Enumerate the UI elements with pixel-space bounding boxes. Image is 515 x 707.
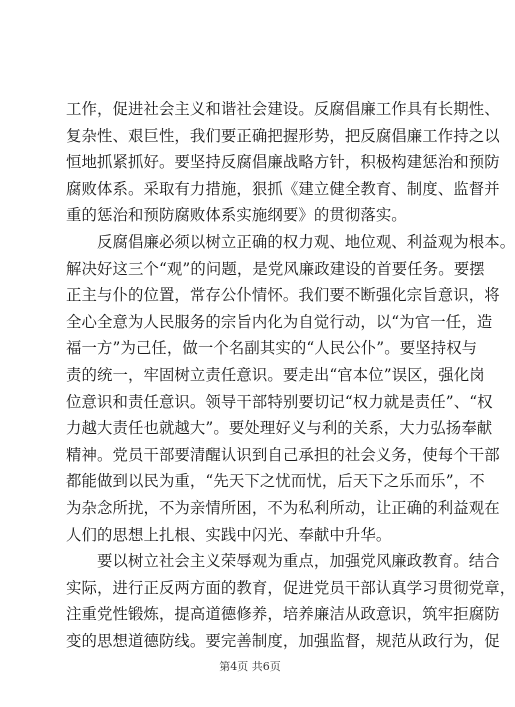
- text-line: 注重党性锻炼，提高道德修养，培养廉洁从政意识，筑牢拒腐防: [66, 605, 500, 624]
- text-line: 反腐倡廉必须以树立正确的权力观、地位观、利益观为根本。: [66, 232, 515, 251]
- text-line: 解决好这三个“观”的问题，是党风廉政建设的首要任务。要摆: [66, 259, 485, 278]
- text-line: 重的惩治和预防腐败体系实施纲要》的贯彻落实。: [66, 206, 407, 225]
- text-line: 实际，进行正反两方面的教育，促进党员干部认真学习贯彻党章，: [66, 578, 515, 597]
- text-line: 变的思想道德防线。要完善制度，加强监督，规范从政行为，促: [66, 631, 500, 650]
- text-line: 全心全意为人民服务的宗旨内化为自觉行动，以“为官一任，造: [66, 312, 493, 331]
- text-line: 人们的思想上扎根、实践中闪光、奉献中升华。: [66, 525, 392, 544]
- text-line: 为杂念所扰，不为亲情所困，不为私利所动，让正确的利益观在: [66, 498, 500, 517]
- text-line: 责的统一，牢固树立责任意识。要走出“官本位”误区，强化岗: [66, 365, 485, 384]
- text-line: 力越大责任也就越大”。要处理好义与利的关系，大力弘扬奉献: [66, 419, 493, 438]
- text-line: 腐败体系。采取有力措施，狠抓《建立健全教育、制度、监督并: [66, 179, 500, 198]
- text-line: 恒地抓紧抓好。要坚持反腐倡廉战略方针，积极构建惩治和预防: [66, 153, 500, 172]
- text-line: 正主与仆的位置，常存公仆情怀。我们要不断强化宗旨意识，将: [66, 286, 500, 305]
- body-text: [66, 96, 515, 654]
- text-line: 要以树立社会主义荣辱观为重点，加强党风廉政教育。结合: [66, 552, 500, 571]
- text-line: 福一方”为己任，做一个名副其实的“人民公仆”。要坚持权与: [66, 339, 478, 358]
- text-line: 都能做到以民为重，“先天下之忧而忧，后天下之乐而乐”，不: [66, 472, 485, 491]
- text-line: 工作，促进社会主义和谐社会建设。反腐倡廉工作具有长期性、: [66, 100, 500, 118]
- text-line: 精神。党员干部要清醒认识到自己承担的社会义务，使每个干部: [66, 445, 500, 464]
- text-line: 位意识和责任意识。领导干部特别要切记“权力就是责任”、“权: [66, 392, 493, 411]
- page-number-footer: 第4页 共6页: [219, 660, 281, 673]
- text-line: 复杂性、艰巨性，我们要正确把握形势，把反腐倡廉工作持之以: [66, 126, 500, 145]
